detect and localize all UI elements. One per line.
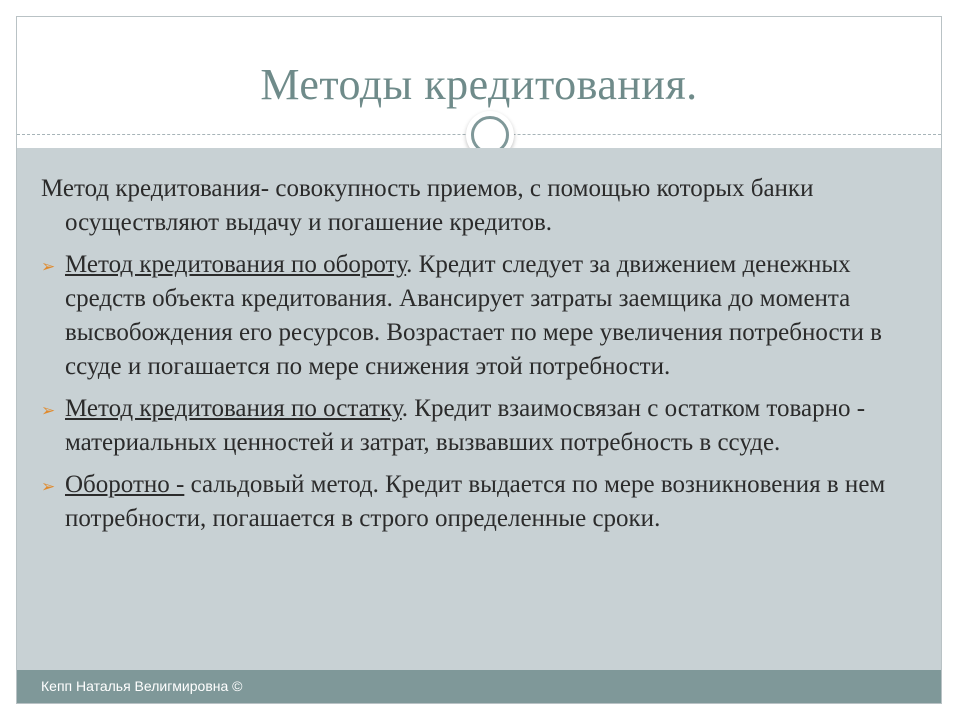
arrow-right-icon: ➢ — [41, 257, 56, 277]
bullet-item-saldo — [41, 468, 921, 536]
content-text — [41, 172, 921, 544]
footer-author: Кепп Наталья Велигмировна © — [41, 678, 243, 694]
bullet-text: сальдовый метод. Кредит выдается по мере возникновения в нем потребности, погашается в строго определенные сроки. — [65, 471, 886, 532]
intro-paragraph: Метод кредитования- совокупность приемов, с помощью которых банки осуществляют выдачу и погашение кредитов. — [41, 175, 814, 236]
arrow-right-icon: ➢ — [41, 477, 56, 497]
slide-title: Методы кредитования. — [260, 60, 698, 109]
slide-frame — [16, 16, 942, 704]
bullet-text: . Кредит взаимосвязан с остатком товарно - материальных ценностей и затрат, вызвавших потребность в ссуде. — [65, 395, 866, 456]
bullet-term: Оборотно - — [65, 471, 185, 498]
bullet-term: Метод кредитования по обороту — [65, 251, 407, 278]
bullet-item-turnover — [41, 248, 921, 384]
arrow-right-icon: ➢ — [41, 401, 56, 421]
bullet-term: Метод кредитования по остатку — [65, 395, 402, 422]
bullet-item-balance — [41, 392, 921, 460]
content-panel — [17, 148, 941, 670]
bullet-text: . Кредит следует за движением денежных средств объекта кредитования. Авансирует затраты заемщика до момента высвобождения его ресурсов. Возрастает по мере увеличения потребности в ссуде и погашается по мере снижения этой потребности. — [65, 251, 882, 380]
footer-bar — [17, 670, 941, 703]
